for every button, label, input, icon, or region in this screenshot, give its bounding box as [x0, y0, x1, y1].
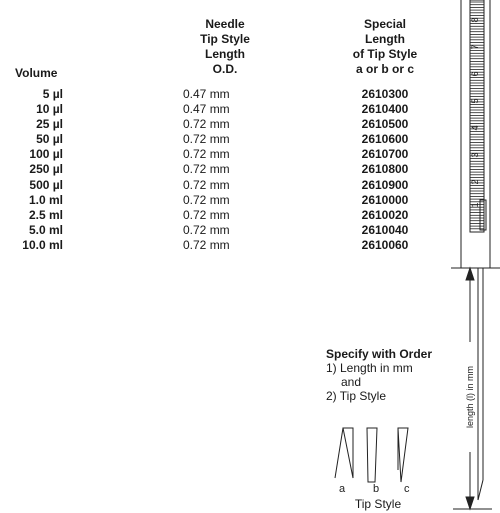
scale-number: 5 [470, 98, 480, 104]
tip-style-b-icon [367, 428, 377, 482]
od-cell: 0.47 mm [183, 102, 230, 117]
od-cell: 0.72 mm [183, 222, 230, 237]
volume-cell: 100 µl [29, 147, 63, 162]
part-number-cell: 2610600 [361, 132, 409, 147]
part-number-cell: 2610400 [361, 102, 409, 117]
scale-number: 6 [470, 71, 480, 77]
od-cell: 0.47 mm [183, 87, 230, 101]
volume-cell: 1.0 ml [28, 192, 63, 207]
specify-title: Specify with Order [326, 347, 433, 361]
header-line: a or b or c [355, 62, 414, 76]
tip-label-b: b [373, 483, 380, 495]
scale-number: 8 [470, 17, 480, 23]
scale-number: 1 [470, 202, 480, 208]
needle [478, 268, 483, 500]
tip-label-a: a [339, 483, 346, 495]
part-number-cell: 2610060 [361, 237, 409, 252]
od-cell: 0.72 mm [183, 207, 230, 222]
header-line: Length [205, 47, 245, 61]
header-line: Special [363, 17, 407, 31]
od-cell: 0.72 mm [183, 147, 230, 162]
od-cell: 0.72 mm [183, 162, 230, 177]
part-number-cell: 2610000 [361, 192, 409, 207]
part-number-cell: 2610500 [361, 117, 409, 132]
scale-number: 7 [470, 44, 480, 50]
volume-cell: 5.0 ml [28, 222, 63, 237]
specify-line: 1) Length in mm [326, 361, 413, 375]
specify-line: and [341, 375, 362, 389]
header-line: of Tip Style [352, 47, 418, 61]
volume-cell: 2.5 ml [28, 207, 63, 222]
header-line: O.D. [212, 62, 238, 76]
length-label: length (l) in mm [465, 365, 475, 429]
part-number-cell: 2610700 [361, 147, 409, 162]
volume-cell: 10 µl [36, 102, 63, 117]
scale-number: 4 [470, 125, 480, 131]
part-number-cell: 2610800 [361, 162, 409, 177]
part-number-cell: 2610020 [361, 207, 409, 222]
tip-label-c: c [404, 483, 410, 495]
od-cell: 0.72 mm [183, 117, 230, 132]
od-cell: 0.72 mm [183, 177, 230, 192]
scale-number: 2 [470, 179, 480, 185]
volume-cell: 5 µl [42, 87, 63, 101]
part-number-cell: 2610900 [361, 177, 409, 192]
volume-cell: 25 µl [36, 117, 63, 132]
od-cell: 0.72 mm [183, 132, 230, 147]
volume-header: Volume [15, 66, 58, 80]
part-number-cell: 2610040 [361, 222, 409, 237]
od-cell: 0.72 mm [183, 237, 230, 252]
header-line: Needle [205, 17, 245, 31]
volume-cell: 250 µl [29, 162, 63, 177]
tip-style-caption: Tip Style [354, 497, 402, 511]
tip-labels [339, 483, 410, 495]
part-number-cell: 2610300 [361, 87, 409, 101]
specify-line: 2) Tip Style [326, 389, 387, 403]
tip-style-c-icon [398, 428, 408, 482]
od-cell: 0.72 mm [183, 192, 230, 207]
volume-cell: 50 µl [36, 132, 63, 147]
header-line: Tip Style [200, 32, 250, 46]
tip-style-a-icon [335, 428, 353, 478]
header-line: Length [365, 32, 405, 46]
volume-cell: 500 µl [29, 177, 63, 192]
volume-cell: 10.0 ml [22, 237, 63, 252]
scale-number: 3 [470, 152, 480, 158]
